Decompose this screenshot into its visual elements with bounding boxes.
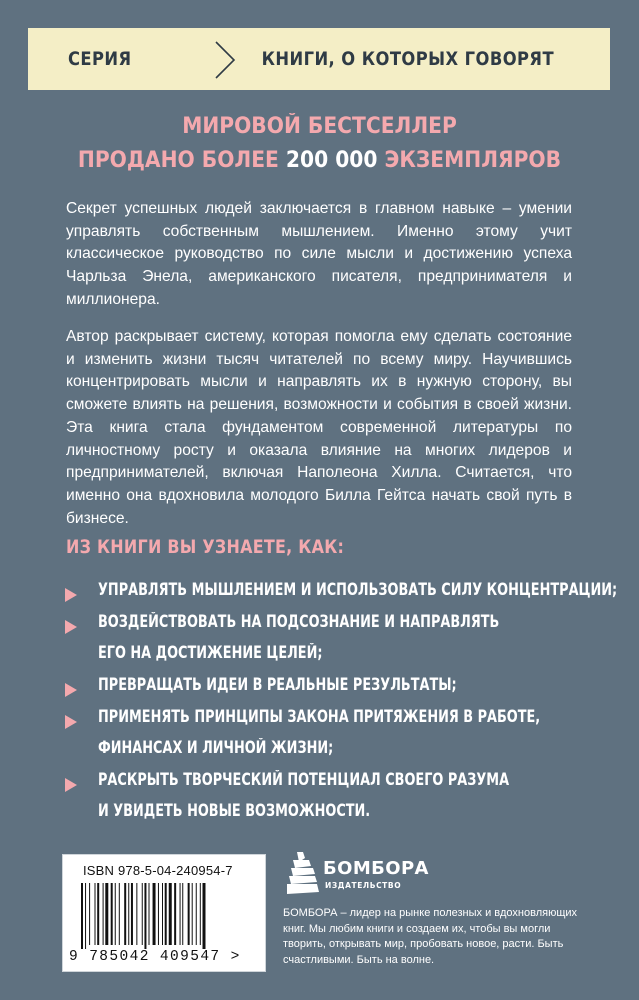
description-paragraph-1: Секрет успешных людей заключается в главном навыке – умении управлять собственным мышлением. Именно этому учит классическое руководство по силе мысли и достижению успеха Чарльза Энела, американского писателя, предпринимателя и миллионера. (66, 200, 572, 308)
headline-sales-prefix: ПРОДАНО БОЛЕЕ (77, 148, 286, 173)
learn-item-text: ВОЗДЕЙСТВОВАТЬ НА ПОДСОЗНАНИЕ И НАПРАВЛЯТЬ (98, 612, 500, 631)
learn-item-text: УПРАВЛЯТЬ МЫШЛЕНИЕМ И ИСПОЛЬЗОВАТЬ СИЛУ КОНЦЕНТРАЦИИ; (98, 580, 618, 599)
series-name: КНИГИ, О КОТОРЫХ ГОВОРЯТ (261, 48, 554, 70)
triangle-bullet-icon (65, 715, 77, 729)
learn-heading: ИЗ КНИГИ ВЫ УЗНАЕТЕ, КАК: (66, 536, 345, 558)
headline (0, 110, 639, 178)
learn-item-text: РАСКРЫТЬ ТВОРЧЕСКИЙ ПОТЕНЦИАЛ СВОЕГО РАЗУМА (98, 770, 510, 789)
learn-item-text: И УВИДЕТЬ НОВЫЕ ВОЗМОЖНОСТИ. (98, 801, 371, 820)
bombora-logo-icon (283, 850, 321, 896)
publisher-description: БОМБОРА – лидер на рынке полезных и вдохновляющих книг. Мы любим книги и создаем их, чтобы вы могли творить, открывать мир, пробовать новое, расти. Быть счастливыми. Быть на волне. (283, 907, 578, 966)
headline-bestseller: МИРОВОЙ БЕСТСЕЛЛЕР (182, 114, 457, 139)
learn-item (98, 706, 618, 759)
headline-sales-suffix: ЭКЗЕМПЛЯРОВ (377, 148, 562, 173)
learn-item (98, 674, 618, 696)
publisher-subtitle: ИЗДАТЕЛЬСТВО (325, 881, 402, 890)
chevron-right-icon (210, 40, 240, 80)
headline-sales (26, 144, 614, 178)
learn-item-text: ПРИМЕНЯТЬ ПРИНЦИПЫ ЗАКОНА ПРИТЯЖЕНИЯ В РАБОТЕ, (98, 707, 541, 726)
publisher-name: БОМБОРА (323, 858, 429, 879)
headline-sales-number: 200 000 (285, 148, 378, 173)
barcode-panel (62, 854, 266, 972)
triangle-bullet-icon (65, 778, 77, 792)
learn-item (98, 611, 618, 664)
learn-item-text: ПРЕВРАЩАТЬ ИДЕИ В РЕАЛЬНЫЕ РЕЗУЛЬТАТЫ; (98, 675, 457, 694)
description-paragraph-2: Автор раскрывает систему, которая помогла ему сделать состояние и изменить жизни тысяч читателей по всему миру. Научившись концентрировать мысли и направлять их в нужную сторону, вы сможете влиять на решения, возможности и события в своей жизни. Эта книга стала фундаментом современной литературы по личностному росту и оказала влияние на многих лидеров и предпринимателей, включая Наполеона Хилла. Считается, что именно она вдохновила молодого Билла Гейтса начать свой путь в бизнесе. (66, 328, 572, 527)
isbn-number: ISBN 978-5-04-240954-7 (83, 863, 233, 878)
series-banner (28, 28, 610, 90)
learn-item-text: ФИНАНСАХ И ЛИЧНОЙ ЖИЗНИ; (98, 738, 334, 757)
barcode-icon (81, 883, 249, 949)
series-label: СЕРИЯ (68, 48, 132, 70)
learn-list (98, 579, 618, 822)
learn-item (98, 769, 618, 822)
barcode-digits: 9 785042 409547 > (69, 949, 241, 965)
learn-item-text: ЕГО НА ДОСТИЖЕНИЕ ЦЕЛЕЙ; (98, 643, 323, 662)
learn-item (98, 579, 618, 601)
triangle-bullet-icon (65, 588, 77, 602)
triangle-bullet-icon (65, 683, 77, 697)
triangle-bullet-icon (65, 620, 77, 634)
